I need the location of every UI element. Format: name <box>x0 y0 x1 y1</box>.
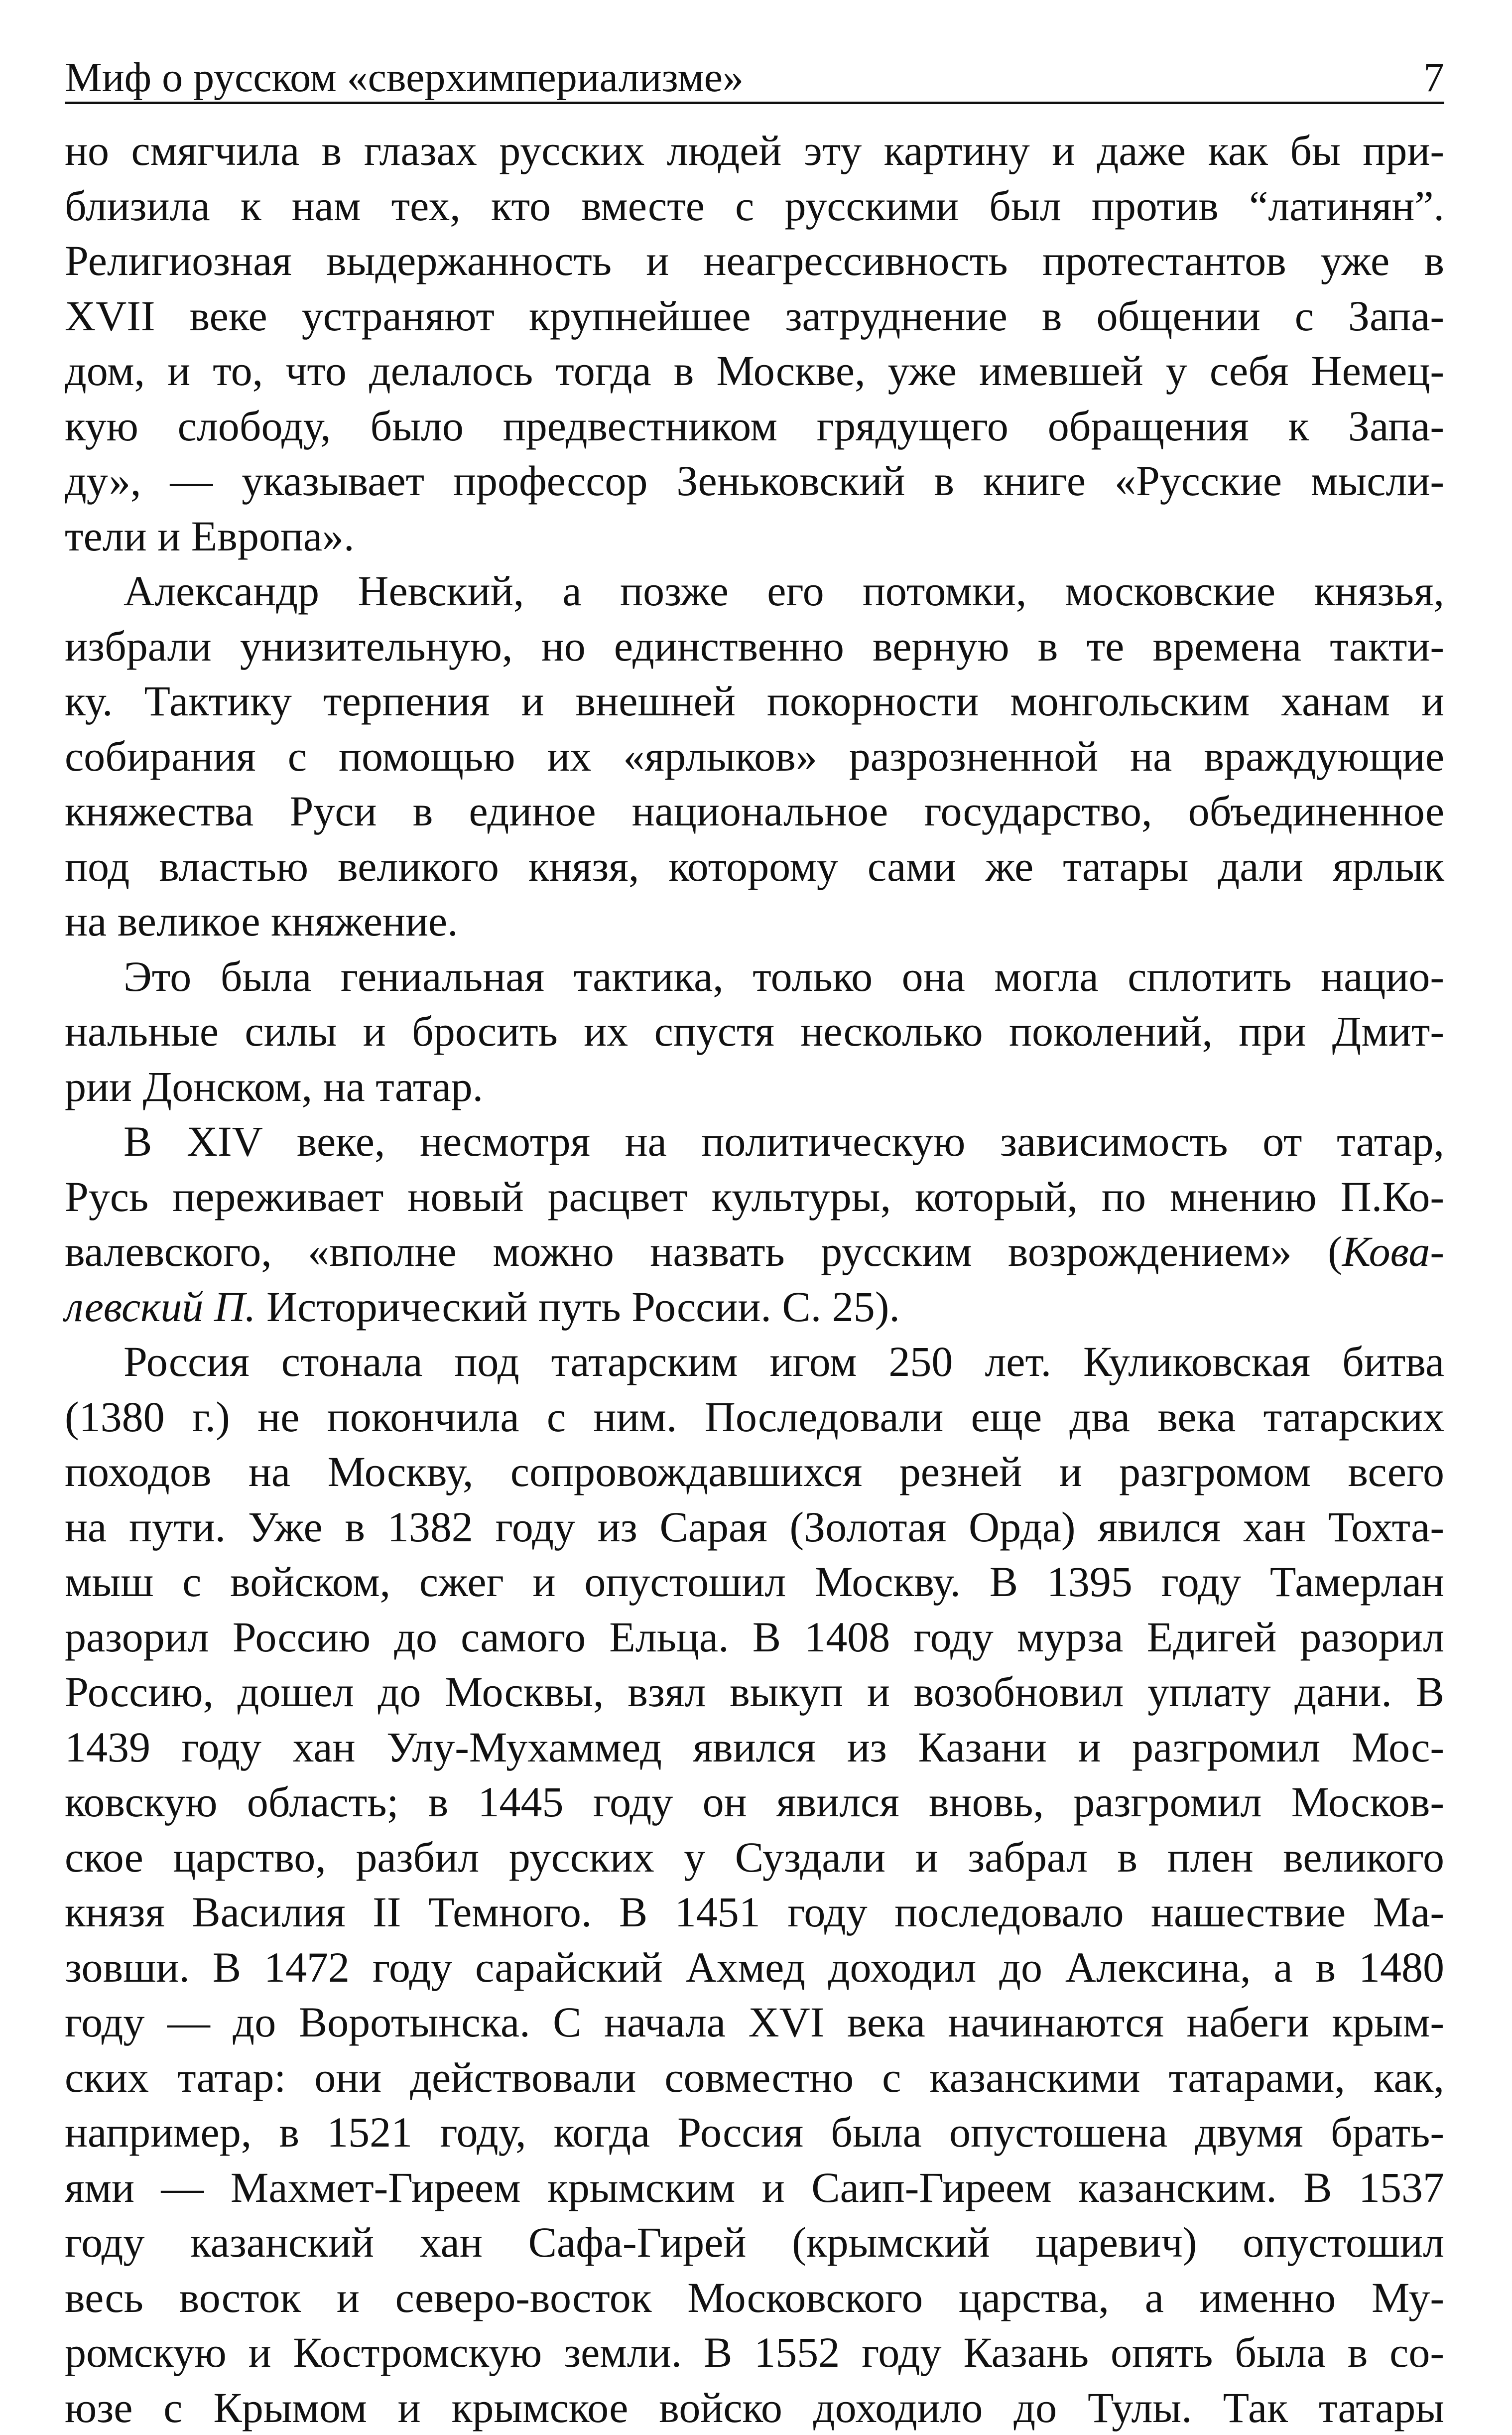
text-line: близила к нам тех, кто вместе с русскими был против “латинян”. <box>65 178 1444 234</box>
text-line: 1439 году хан Улу-Мухаммед явился из Казани и разгромил Мос- <box>65 1720 1444 1775</box>
text-line: княжества Руси в единое национальное государство, объединенное <box>65 784 1444 839</box>
text-line: мыш с войском, сжег и опустошил Москву. В 1395 году Тамерлан <box>65 1554 1444 1610</box>
text-line: на пути. Уже в 1382 году из Сарая (Золотая Орда) явился хан Тохта- <box>65 1499 1444 1555</box>
body-text <box>65 123 1444 2435</box>
text-line: тели и Европа». <box>65 509 1444 564</box>
text-line: зовши. В 1472 году сарайский Ахмед доходил до Алексина, а в 1480 <box>65 1940 1444 1995</box>
page-number: 7 <box>1423 57 1444 99</box>
text-line: Это была гениальная тактика, только она могла сплотить нацио- <box>65 949 1444 1004</box>
italic-citation: левский П. <box>65 1283 256 1331</box>
text-line: дом, и то, что делалось тогда в Москве, уже имевшей у себя Немец- <box>65 343 1444 399</box>
text-line: например, в 1521 году, когда Россия была опустошена двумя брать- <box>65 2105 1444 2160</box>
text-line: весь восток и северо-восток Московского царства, а именно Му- <box>65 2270 1444 2325</box>
running-title: Миф о русском «сверхимпериализме» <box>65 57 744 99</box>
text-line: году казанский хан Сафа-Гирей (крымский царевич) опустошил <box>65 2215 1444 2270</box>
text-line: ское царство, разбил русских у Суздали и забрал в плен великого <box>65 1830 1444 1885</box>
text-line: походов на Москву, сопровождавшихся резней и разгромом всего <box>65 1444 1444 1499</box>
text-line: ду», — указывает профессор Зеньковский в книге «Русские мысли- <box>65 453 1444 509</box>
text-line: ских татар: они действовали совместно с казанскими татарами, как, <box>65 2050 1444 2105</box>
text-line: ку. Тактику терпения и внешней покорности монгольским ханам и <box>65 674 1444 729</box>
text-line: Русь переживает новый расцвет культуры, который, по мнению П.Ко- <box>65 1169 1444 1224</box>
text-line: Россия стонала под татарским игом 250 лет. Куликовская битва <box>65 1334 1444 1389</box>
text-line: году — до Воротынска. С начала XVI века начинаются набеги крым- <box>65 1995 1444 2050</box>
text-line: рии Донском, на татар. <box>65 1059 1444 1114</box>
text-line: (1380 г.) не покончила с ним. Последовали еще два века татарских <box>65 1389 1444 1445</box>
text-line: князя Василия II Темного. В 1451 году последовало нашествие Ма- <box>65 1885 1444 1940</box>
text-line: на великое княжение. <box>65 894 1444 949</box>
text-line: юзе с Крымом и крымское войско доходило до Тулы. Так татары <box>65 2380 1444 2435</box>
text-line: В XIV веке, несмотря на политическую зависимость от татар, <box>65 1114 1444 1169</box>
text-line: ковскую область; в 1445 году он явился вновь, разгромил Москов- <box>65 1774 1444 1830</box>
text-line: под властью великого князя, которому сами же татары дали ярлык <box>65 839 1444 894</box>
text-line: Александр Невский, а позже его потомки, московские князья, <box>65 563 1444 619</box>
text-line: собирания с помощью их «ярлыков» разрозненной на враждующие <box>65 729 1444 784</box>
text-line: валевского, «вполне можно назвать русским возрождением» (Кова- <box>65 1224 1444 1279</box>
text-line: кую слободу, было предвестником грядущего обращения к Запа- <box>65 399 1444 454</box>
text-line: XVII веке устраняют крупнейшее затруднение в общении с Запа- <box>65 288 1444 344</box>
text-line: левский П. Исторический путь России. С. 25). <box>65 1279 1444 1335</box>
text-line: Религиозная выдержанность и неагрессивность протестантов уже в <box>65 233 1444 288</box>
text-line: разорил Россию до самого Ельца. В 1408 году мурза Едигей разорил <box>65 1610 1444 1665</box>
italic-citation: Кова- <box>1342 1227 1444 1275</box>
text-line: но смягчила в глазах русских людей эту картину и даже как бы при- <box>65 123 1444 178</box>
text-line: ромскую и Костромскую земли. В 1552 году Казань опять была в со- <box>65 2325 1444 2380</box>
running-header <box>65 45 1444 104</box>
book-page <box>65 45 1444 2435</box>
text-line: Россию, дошел до Москвы, взял выкуп и возобновил уплату дани. В <box>65 1664 1444 1720</box>
text-line: ями — Махмет-Гиреем крымским и Саип-Гиреем казанским. В 1537 <box>65 2160 1444 2215</box>
text-line: нальные силы и бросить их спустя несколько поколений, при Дмит- <box>65 1004 1444 1059</box>
text-line: избрали унизительную, но единственно верную в те времена такти- <box>65 619 1444 674</box>
